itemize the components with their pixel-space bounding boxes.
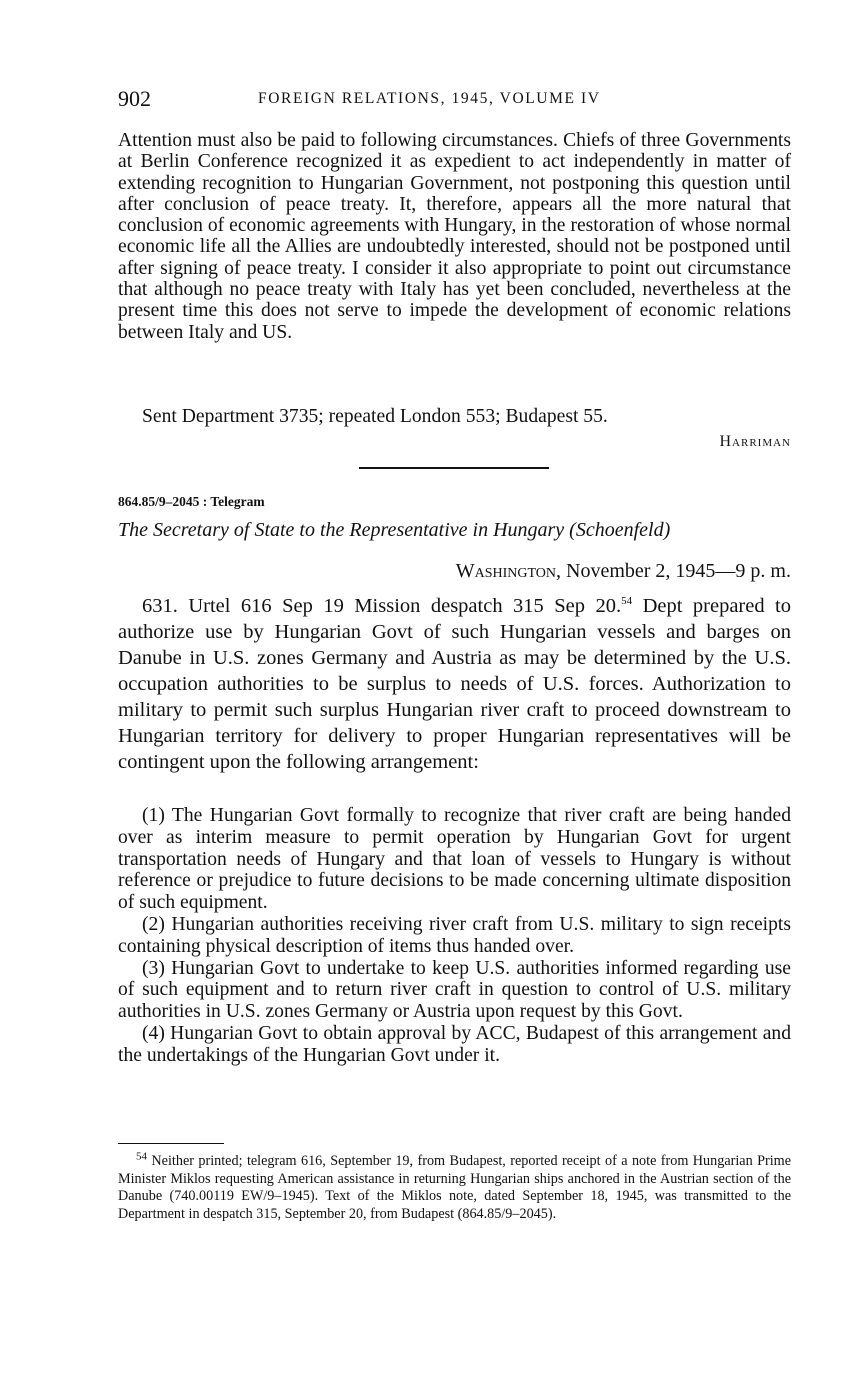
section-divider	[359, 467, 549, 469]
telegram-intro	[118, 593, 791, 775]
intro-rest: Dept prepared to authorize use by Hungarian Govt of such Hungarian vessels and barges on Danube in U.S. zones Germany and Austria as may be determined by the U.S. occupation authorities to be surplus to needs of U.S. forces. Authorization to military to permit such surplus Hungarian river craft to proceed downstream to Hungarian territory for delivery to proper Hungarian representatives will be contingent upon the following arrangement:	[118, 595, 791, 773]
file-number: 864.85/9–2045 : Telegram	[118, 494, 265, 509]
intro-start: 631. Urtel 616 Sep 19 Mission despatch 315 Sep 20.	[142, 595, 622, 617]
sent-line: Sent Department 3735; repeated London 553; Budapest 55.	[142, 406, 608, 427]
dateline-date: November 2, 1945—9 p. m.	[561, 560, 791, 582]
dateline	[456, 560, 791, 583]
document-title: The Secretary of State to the Representative in Hungary (Schoenfeld)	[118, 519, 671, 541]
list-item: (3) Hungarian Govt to undertake to keep U.S. authorities informed regarding use of such equipment and to return river craft in question to control of U.S. military authorities in U.S. zones Germany or Austria upon request by this Govt.	[118, 957, 791, 1023]
footnote-marker: 54	[136, 1150, 147, 1163]
running-title: FOREIGN RELATIONS, 1945, VOLUME IV	[258, 90, 601, 107]
dateline-place: Washington,	[455, 560, 562, 582]
footnote	[118, 1150, 791, 1223]
list-item: (1) The Hungarian Govt formally to recognize that river craft are being handed over as interim measure to permit operation by Hungarian Govt for urgent transportation needs of Hungary and that loan of vessels to Hungary is without reference or prejudice to future decisions to be made concerning ultimate disposition of such equipment.	[118, 805, 791, 914]
signature: Harriman	[719, 433, 791, 450]
list-item: (2) Hungarian authorities receiving river craft from U.S. military to sign receipts containing physical description of items thus handed over.	[118, 913, 791, 957]
page-number: 902	[118, 86, 151, 111]
footnote-divider	[118, 1143, 224, 1144]
continued-paragraph: Attention must also be paid to following circumstances. Chiefs of three Governments at Berlin Conference recognized it as expedient to act independently in matter of extending recognition to Hungarian Government, not postponing this question until after conclusion of peace treaty. It, therefore, appears all the more natural that conclusion of economic agreements with Hungary, in the restoration of whose normal economic life all the Allies are undoubtedly interested, should not be postponed until after signing of peace treaty. I consider it also appropriate to point out circumstance that although no peace treaty with Italy has yet been concluded, nevertheless at the present time this does not serve to impede the development of economic relations between Italy and US.	[118, 130, 791, 343]
list-item: (4) Hungarian Govt to obtain approval by ACC, Budapest of this arrangement and the undertakings of the Hungarian Govt under it.	[118, 1022, 791, 1066]
footnote-text: Neither printed; telegram 616, September 19, from Budapest, reported receipt of a note from Hungarian Prime Minister Miklos requesting American assistance in returning Hungarian ships anchored in the Austrian section of the Danube (740.00119 EW/9–1945). Text of the Miklos note, dated September 18, 1945, was transmitted to the Department in despatch 315, September 20, from Budapest (864.85/9–2045).	[118, 1153, 791, 1222]
arrangement-list	[118, 805, 791, 1067]
page-header	[118, 86, 791, 112]
footnote-reference[interactable]: 54	[621, 595, 633, 608]
